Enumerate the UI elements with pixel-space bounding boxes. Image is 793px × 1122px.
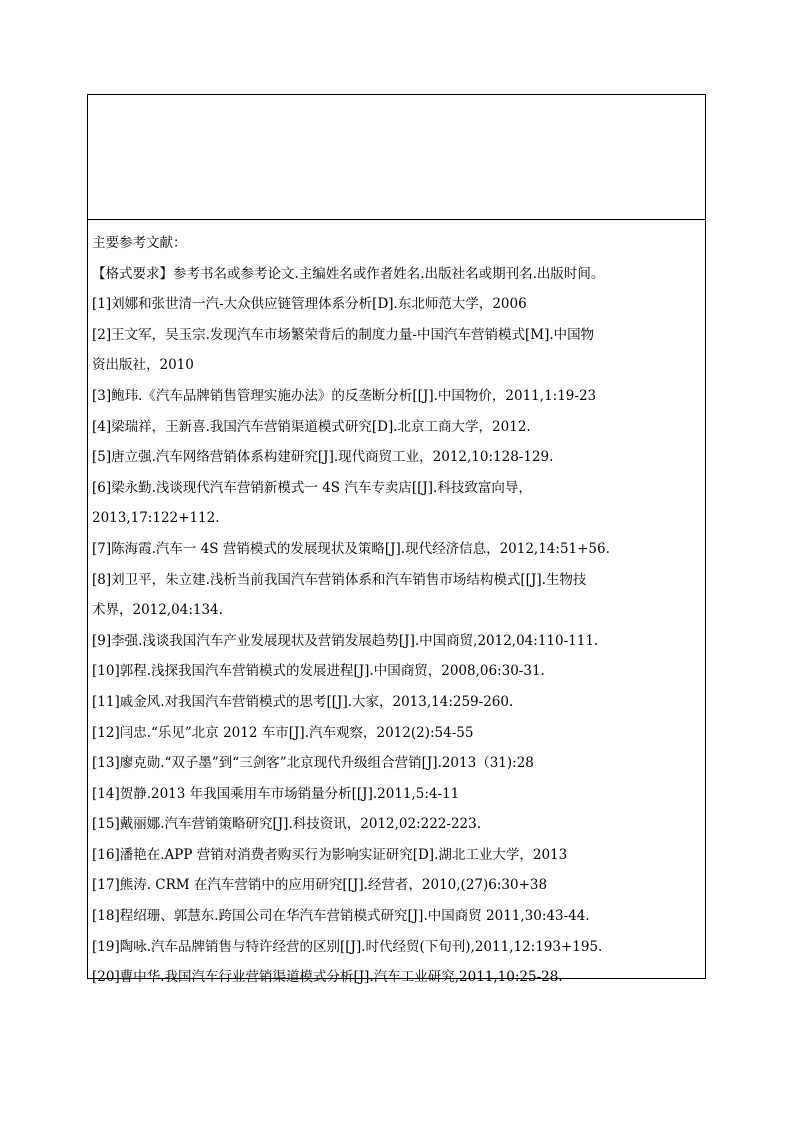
format-requirement: 【格式要求】参考书名或参考论文.主编姓名或作者姓名.出版社名或期刊名.出版时间。 bbox=[92, 265, 605, 282]
reference-line: [2]王文军，吴玉宗.发现汽车市场繁荣背后的制度力量-中国汽车营销模式[M].中国物 bbox=[92, 326, 595, 343]
empty-top-cell bbox=[88, 95, 705, 220]
reference-line: [15]戴丽娜.汽车营销策略研究[J].科技资讯，2012,02:222-223. bbox=[92, 816, 482, 833]
reference-line: [10]郭程.浅探我国汽车营销模式的发展进程[J].中国商贸，2008,06:30-31. bbox=[92, 663, 545, 680]
reference-line: [20]曹中华.我国汽车行业营销渠道模式分析[J].汽车工业研究,2011,10:25-28. bbox=[92, 969, 563, 986]
reference-line: [17]熊涛. CRM 在汽车营销中的应用研究[[J].经营者，2010,(27)6:30+38 bbox=[92, 877, 548, 894]
references-title: 主要参考文献： bbox=[92, 235, 187, 251]
reference-line: [18]程绍珊、郭慧东.跨国公司在华汽车营销模式研究[J].中国商贸 2011,30:43-44. bbox=[92, 908, 590, 925]
references-cell bbox=[88, 221, 705, 986]
reference-line: [8]刘卫平，朱立建.浅析当前我国汽车营销体系和汽车销售市场结构模式[[J].生物技 bbox=[92, 571, 587, 588]
reference-line: [14]贺静.2013 年我国乘用车市场销量分析[[J].2011,5:4-11 bbox=[92, 785, 460, 802]
reference-line: [3]鲍玮.《汽车品牌销售管理实施办法》的反垄断分析[[J].中国物价，2011,1:19-23 bbox=[92, 387, 597, 404]
reference-line: 资出版社，2010 bbox=[92, 357, 194, 374]
reference-line: 术界，2012,04:134. bbox=[92, 602, 223, 619]
reference-line: [16]潘艳在.APP 营销对消费者购买行为影响实证研究[D].湖北工业大学，2013 bbox=[92, 846, 568, 863]
reference-line: [11]戚金风.对我国汽车营销模式的思考[[J].大家，2013,14:259-260. bbox=[92, 693, 514, 710]
reference-line: [19]陶咏.汽车品牌销售与特许经营的区别[[J].时代经贸(下旬刊),2011,12:193+195. bbox=[92, 938, 603, 955]
reference-line: [5]唐立强.汽车网络营销体系构建研究[J].现代商贸工业，2012,10:128-129. bbox=[92, 449, 554, 466]
reference-line: 2013,17:122+112. bbox=[92, 510, 220, 527]
reference-line: [6]梁永勤.浅谈现代汽车营销新模式一 4S 汽车专卖店[[J].科技致富向导， bbox=[92, 479, 532, 496]
reference-line: [1]刘娜和张世清一汽-大众供应链管理体系分析[D].东北师范大学，2006 bbox=[92, 296, 527, 313]
reference-line: [9]李强.浅谈我国汽车产业发展现状及营销发展趋势[J].中国商贸,2012,04:110-111. bbox=[92, 632, 599, 649]
reference-line: [4]梁瑞祥，王新喜.我国汽车营销渠道模式研究[D].北京工商大学，2012. bbox=[92, 418, 531, 435]
form-table bbox=[87, 94, 706, 986]
reference-line: [13]廖克勋.“双子墨”到“三剑客”北京现代升级组合营销[J].2013（31):28 bbox=[92, 755, 534, 772]
reference-line: [7]陈海霞.汽车一 4S 营销模式的发展现状及策略[J].现代经济信息，2012,14:51+56. bbox=[92, 540, 610, 557]
reference-line: [12]闫忠.“乐见”北京 2012 车市[J].汽车观察，2012(2):54-55 bbox=[92, 724, 474, 741]
